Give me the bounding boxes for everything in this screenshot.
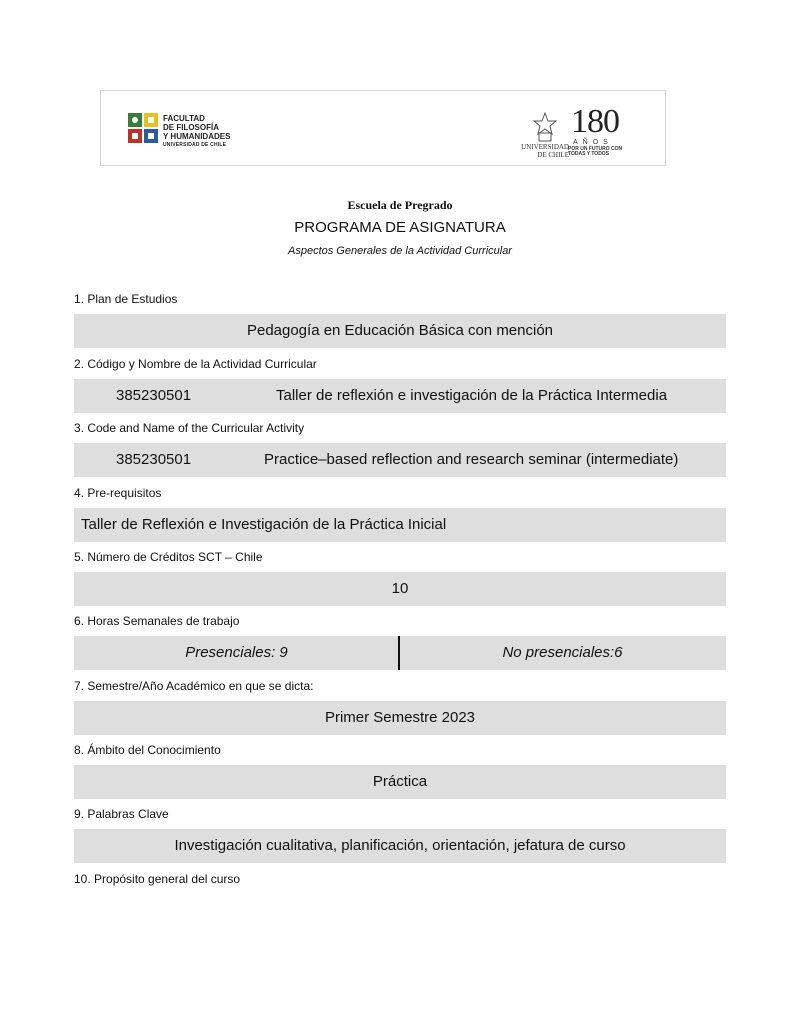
hours-no-presencial: No presenciales:6 xyxy=(502,644,623,661)
semester-box xyxy=(74,701,726,735)
faculty-line-4: UNIVERSIDAD DE CHILE xyxy=(163,142,227,148)
plan-label: 1. Plan de Estudios xyxy=(74,292,178,306)
hours-presencial: Presenciales: 9 xyxy=(185,644,288,661)
keywords-value: Investigación cualitativa, planificación, orientación, jefatura de curso xyxy=(174,837,626,854)
hours-label: 6. Horas Semanales de trabajo xyxy=(74,614,240,628)
field-label: 8. Ámbito del Conocimiento xyxy=(74,743,221,757)
purpose-label: 10. Propósito general del curso xyxy=(74,872,241,886)
uchile-logo-text xyxy=(509,143,569,159)
code-en-box xyxy=(74,443,726,477)
code-en-code: 385230501 xyxy=(116,451,192,468)
semester-value: Primer Semestre 2023 xyxy=(324,709,476,726)
anniversary-motto-1: POR UN FUTURO CON xyxy=(568,146,623,152)
faculty-crest-icon xyxy=(127,111,159,147)
anniversary-motto xyxy=(568,147,622,157)
code-es-code: 385230501 xyxy=(116,387,192,404)
anniversary-number: 180 xyxy=(571,103,619,140)
code-es-box xyxy=(74,379,726,413)
semester-label: 7. Semestre/Año Académico en que se dicta: xyxy=(74,679,314,693)
faculty-line-3: Y HUMANIDADES xyxy=(163,132,231,141)
code-es-name: Taller de reflexión e investigación de la Práctica Intermedia xyxy=(276,387,668,404)
credits-box xyxy=(74,572,726,606)
code-en-name: Practice–based reflection and research seminar (intermediate) xyxy=(264,451,679,468)
header-banner xyxy=(100,90,666,166)
uchile-line-1: UNIVERSIDAD xyxy=(521,143,569,151)
faculty-line-2: DE FILOSOFÍA xyxy=(163,123,219,132)
field-value: Práctica xyxy=(372,773,428,790)
school-name: Escuela de Pregrado xyxy=(347,198,453,212)
code-es-label: 2. Código y Nombre de la Actividad Curricular xyxy=(74,357,317,371)
uchile-seal-icon xyxy=(509,111,569,143)
hours-box xyxy=(74,636,726,670)
field-box xyxy=(74,765,726,799)
faculty-logo-text xyxy=(163,114,230,150)
credits-value: 10 xyxy=(391,580,409,597)
keywords-box xyxy=(74,829,726,863)
anniversary-years: AÑOS xyxy=(573,139,613,146)
faculty-line-1: FACULTAD xyxy=(163,114,205,123)
plan-box xyxy=(74,314,726,348)
anniversary-motto-2: TODAS Y TODOS xyxy=(568,151,610,157)
page-subtitle: Aspectos Generales de la Actividad Curricular xyxy=(288,245,512,257)
credits-label: 5. Número de Créditos SCT – Chile xyxy=(74,550,263,564)
prereq-box xyxy=(74,508,726,542)
prereq-value: Taller de Reflexión e Investigación de la Práctica Inicial xyxy=(81,516,447,533)
code-en-label: 3. Code and Name of the Curricular Activity xyxy=(74,421,305,435)
prereq-label: 4. Pre-requisitos xyxy=(74,486,162,500)
uchile-line-2: DE CHILE xyxy=(537,151,569,159)
page-title: PROGRAMA DE ASIGNATURA xyxy=(294,219,506,236)
plan-value: Pedagogía en Educación Básica con mención xyxy=(246,322,554,339)
keywords-label: 9. Palabras Clave xyxy=(74,807,169,821)
